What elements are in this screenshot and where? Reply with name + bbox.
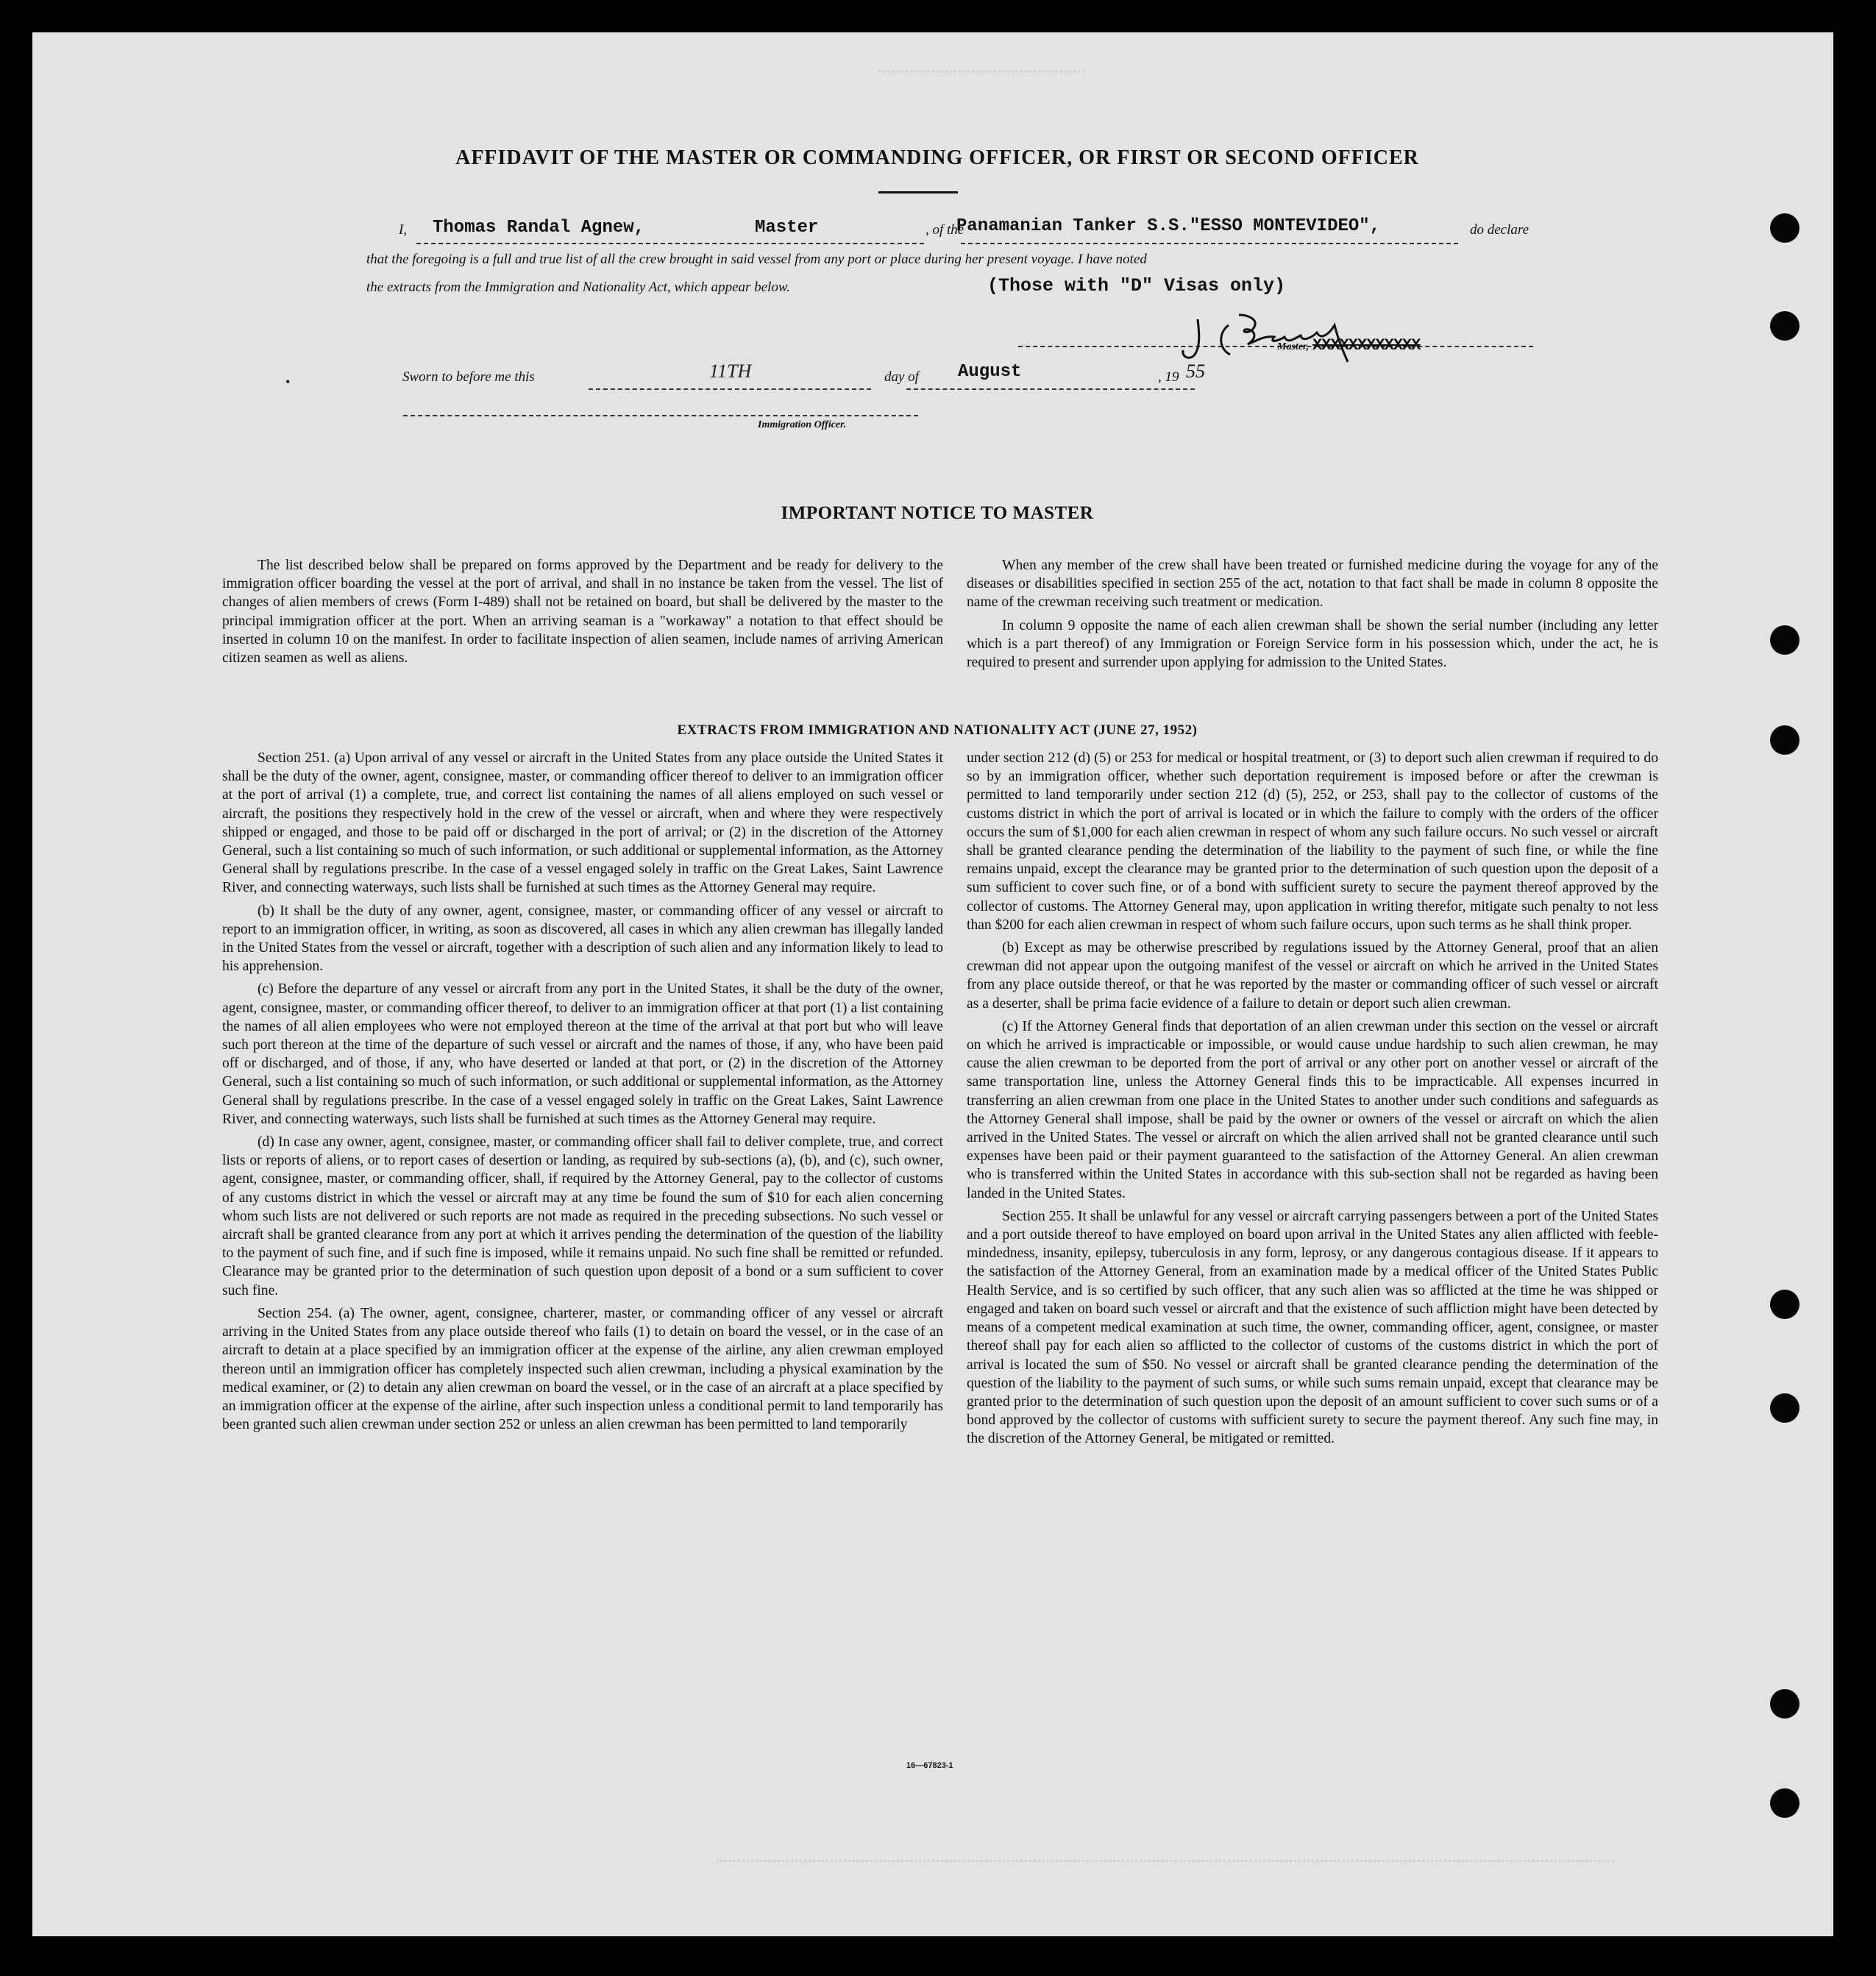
rank-field: Master: [755, 218, 819, 238]
notice-right-column: [967, 556, 1658, 676]
section-251-b: (b) It shall be the duty of any owner, agent, consignee, master, or commanding officer of any vessel or aircraft to report to an immigration officer, in writing, as soon as discovered, all cases in which any alien crewman has illegally landed in the United States from the vessel or aircraft, together with a description of such alien and any information likely to lead to his apprehension.: [222, 903, 943, 975]
notice-paragraph: The list described below shall be prepared on forms approved by the Department and be ready for delivery to the immigration officer boarding the vessel at the port of arrival, and shall in no instance be taken from the vessel. The list of changes of alien members of crews (Form I-489) shall not be retained on board, but shall be delivered by the master to the principal immigration officer at the port. When an arriving seaman is a "workaway" a notation to that effect should be inserted in column 10 on the manifest. In order to facilitate inspection of alien seamen, include names of arriving American citizen seamen as well as aliens.: [222, 558, 943, 667]
month-field: August: [958, 362, 1022, 382]
print-code: 16—67823-1: [906, 1761, 953, 1770]
notice-paragraph: When any member of the crew shall have been treated or furnished medicine during the voyage for any of the diseases or disabilities specified in section 255 of the act, notation to that fact shall be made in column 8 opposite the name of the crewman receiving such treatment or medication.: [967, 558, 1658, 611]
section-254-a-continued: under section 212 (d) (5) or 253 for medical or hospital treatment, or (3) to deport such alien crewman if required to do so by an immigration officer, whether such deportation requirement is imposed before or after the crewman is permitted to land temporarily under section 212 (d) (5), 252, or 253, shall pay to the collector of customs of the customs district in which the port of arrival is located or in which the failure to comply with the orders of the officer occurs the sum of $1,000 for each alien crewman in respect of whom any such failure occurs. No such vessel or aircraft shall be granted clearance pending the determination of the liability to the payment of such fine, or while the fine remains unpaid, except the clearance may be granted prior to the determination of such question upon the deposit of a sum sufficient to cover such fine, or of a bond with sufficient surety to secure the payment thereof approved by the collector of customs. The Attorney General may, upon application in writing therefor, mitigate such penalty to not less than $200 for each alien crewman in respect of whom such failure occurs, upon such terms as he shall think proper.: [967, 750, 1658, 933]
affidavit-title: AFFIDAVIT OF THE MASTER OR COMMANDING OFFICER, OR FIRST OR SECOND OFFICER: [455, 146, 1419, 169]
section-254-c: (c) If the Attorney General finds that deportation of an alien crewman under this section on the vessel or aircraft on which he arrived is impracticable or impossible, or would cause undue hardship to such alien crewman, he may cause the alien crewman to be deported from the port of arrival or any other port on another vessel or aircraft of the same transportation line, unless the Attorney General finds this to be impracticable. All expenses incurred in transferring an alien crewman from one place in the United States to another under such conditions and safeguards as the Attorney General shall impose, shall be paid by the owner or owners of the vessel or aircraft on which the alien arrived in the United States. The vessel or aircraft on which the alien arrived shall not be granted clearance until such expenses have been paid or their payment guaranteed to the satisfaction of the Attorney General. An alien crewman who is transferred within the United States in accordance with this sub-section shall not be regarded as having been landed in the United States.: [967, 1018, 1658, 1201]
bleed-through-mark: [878, 71, 1084, 80]
punch-hole: [1770, 625, 1799, 655]
affidavit-statement-line-3: the extracts from the Immigration and Nationality Act, which appear below.: [366, 280, 790, 295]
master-struck-text: XXXXXXXXXXXX: [1312, 336, 1421, 355]
day-of-label: day of: [884, 369, 919, 385]
extracts-right-column: [967, 749, 1658, 1453]
punch-hole: [1770, 1788, 1799, 1818]
section-254-b: (b) Except as may be otherwise prescribed by regulations issued by the Attorney General, proof that an alien crewman did not appear upon the outgoing manifest of the vessel or aircraft on which he arrived in the United States from any place outside thereof, or that he was reported by the master or commanding officer of such vessel or aircraft as a deserter, shall be prima facie evidence of a failure to detain or deport such alien crewman.: [967, 940, 1658, 1012]
punch-hole: [1770, 311, 1799, 341]
of-the-label: , of the: [925, 222, 964, 238]
punch-hole: [1770, 213, 1799, 243]
vessel-field: Panamanian Tanker S.S."ESSO MONTEVIDEO",: [956, 216, 1381, 236]
extracts-left-column: [222, 749, 943, 1438]
bleed-through-mark: [717, 1860, 1614, 1869]
punch-hole: [1770, 1290, 1799, 1319]
sworn-label: Sworn to before me this: [402, 369, 535, 385]
do-declare-label: do declare: [1470, 222, 1529, 238]
section-255: Section 255. It shall be unlawful for any vessel or aircraft carrying passengers between a port of the United States and a port outside thereof to have employed on board upon arrival in the United States any alien afflicted with feeble-mindedness, insanity, epilepsy, tuberculosis in any form, leprosy, or any dangerous contagious disease. If it appears to the satisfaction of the Attorney General, from an examination made by a medical officer of the United States Public Health Service, and is so certified by such officer, that any such alien was so afflicted at the time he was shipped or engaged and taken on board such vessel or aircraft and that the existence of such affliction might have been detected by means of a competent medical examination at such time, the owner, commanding officer, agent, consignee, or master thereof shall pay for each alien so afflicted to the collector of customs of the customs district in which the port of arrival is located the sum of $50. No vessel or aircraft shall be granted clearance pending the determination of the question of the liability to the payment of such sums, or while such sums remain unpaid, except that clearance may be granted prior to the determination of such question upon the deposit of an amount sufficient to cover such sums or of a bond approved by the collector of customs with sufficient surety to secure the payment thereof. Any such fine may, in the discretion of the Attorney General, be mitigated or remitted.: [967, 1208, 1658, 1447]
notice-title: IMPORTANT NOTICE TO MASTER: [781, 503, 1094, 523]
notice-left-column: [222, 556, 943, 672]
extracts-title: EXTRACTS FROM IMMIGRATION AND NATIONALITY ACT (JUNE 27, 1952): [677, 722, 1198, 738]
vessel-dotted-line: [961, 235, 1458, 244]
master-label: Master,: [1277, 341, 1310, 352]
title-rule: [878, 191, 958, 193]
immigration-officer-label: Immigration Officer.: [758, 419, 847, 430]
section-251-d: (d) In case any owner, agent, consignee, master, or commanding officer shall fail to deliver complete, true, and correct lists or reports of aliens, or to report cases of desertion or landing, as required by sub-sections (a), (b), and (c), such owner, agent, consignee, master, or commanding officer, shall, if required by the Attorney General, pay to the collector of customs of any customs district in which the vessel or aircraft may at any time be found the sum of $10 for each alien concerning whom such lists are not delivered or such reports are not made as required in the preceding subsections. No such vessel or aircraft shall be granted clearance from any port at which it arrives pending the determination of the question of the liability to the payment of such fine, and if such fine is imposed, while it remains unpaid. No such fine shall be remitted or refunded. Clearance may be granted prior to the determination of such question upon deposit of a bond or a sum sufficient to cover such fine.: [222, 1134, 943, 1298]
handwritten-year: 55: [1186, 360, 1205, 382]
punch-hole: [1770, 1393, 1799, 1423]
officer-dotted-line: [403, 408, 918, 416]
notice-paragraph: In column 9 opposite the name of each alien crewman shall be shown the serial number (including any letter which is a part thereof) of any Immigration or Foreign Service form in his possession which, under the act, he is required to present and surrender upon applying for admission to the United States.: [967, 617, 1658, 671]
section-251-a: Section 251. (a) Upon arrival of any vessel or aircraft in the United States from any place outside the United States it shall be the duty of the owner, agent, consignee, master, or commanding officer thereof to deliver to an immigration officer at the port of arrival (1) a complete, true, and correct list containing the names of all aliens employed on such vessel or aircraft, the positions they respectively hold in the crew of the vessel or aircraft, when and where they were respectively shipped or engaged, and those to be paid off or discharged in the port of arrival; or (2) in the discretion of the Attorney General, such a list containing so much of such information, or such additional or supplemental information, as the Attorney General shall by regulations prescribe. In the case of a vessel engaged solely in traffic on the Great Lakes, Saint Lawrence River, and connecting waterways, such lists shall be furnished at such times as the Attorney General may require.: [222, 750, 943, 896]
document-page: [32, 32, 1833, 1936]
section-251-c: (c) Before the departure of any vessel or aircraft from any port in the United States, it shall be the duty of the owner, agent, consignee, master, or commanding officer thereof, to deliver to an immigration officer at that port (1) a list containing the names of all alien employees who were not employed thereon at the time of the arrival at that port but who will leave such port thereon at the time of the departure of such vessel or aircraft and the names of those, if any, who have been paid off or discharged, and of those, if any, who have deserted or landed at that port, or (2) in the discretion of the Attorney General, such a list containing so much of such information, or such additional or supplemental information, as the Attorney General shall by regulations prescribe. In the case of a vessel engaged solely in traffic on the Great Lakes, Saint Lawrence River, and connecting waterways, such lists shall be furnished at such times as the Attorney General may require.: [222, 981, 943, 1127]
section-254-a: Section 254. (a) The owner, agent, consignee, charterer, master, or commanding officer of any vessel or aircraft arriving in the United States from any place outside thereof who fails (1) to detain on board the vessel, or in the case of an aircraft to detain at a place specified by an immigration officer at the expense of the airline, any alien crewman employed thereon until an immigration officer has completely inspected such alien crewman, including a physical examination by the medical examiner, or (2) to detain any alien crewman on board the vessel, or in the case of an aircraft at a place specified by an immigration officer at the expense of the airline, after such inspection unless a conditional permit to land temporarily has been granted such alien crewman under section 252 or unless an alien crewman has been permitted to land temporarily: [222, 1305, 943, 1433]
affidavit-statement-line-2: that the foregoing is a full and true list of all the crew brought in said vessel from any port or place during her present voyage. I have noted: [366, 252, 1147, 267]
bullet-mark: •: [285, 374, 291, 389]
punch-hole: [1770, 1689, 1799, 1719]
visas-note: (Those with "D" Visas only): [987, 275, 1286, 296]
year-prefix: , 19: [1158, 369, 1179, 385]
master-name-field: Thomas Randal Agnew,: [433, 218, 645, 238]
affidavit-prefix: I,: [399, 222, 408, 238]
month-dotted-line: [906, 381, 1195, 390]
handwritten-day: 11TH: [709, 360, 752, 382]
